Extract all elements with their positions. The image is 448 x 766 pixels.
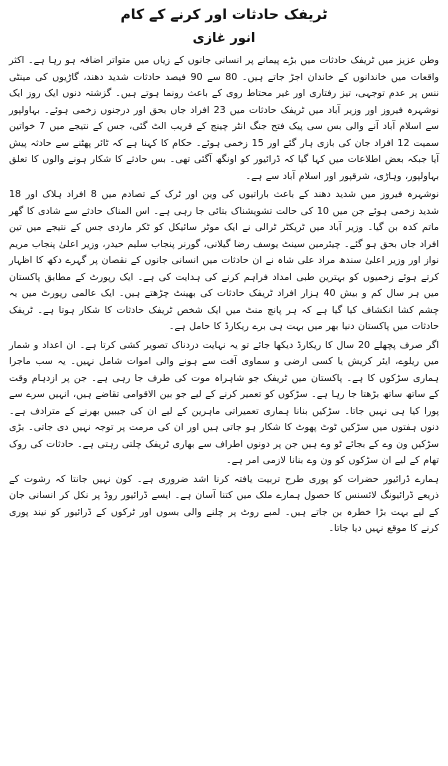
article-author: انور غازی: [192, 31, 256, 46]
article-paragraph-2: نوشہرہ فیروز میں شدید دھند کے باعث باراتیوں کی وین اور ٹرک کے تصادم میں 8 افراد ہلاک اور 18 شدید زخمی ہوئے جن میں 10 کی حالت تشویشناک بتائی جا رہی ہے۔ اس المناک حادثے سے شادی کا گھر ماتم کدہ بن گیا۔ وزیر آباد میں ٹریکٹر ٹرالی نے ایک موٹر سائیکل کو ٹکر ماردی جس کے نتیجے میں تین افراد جاں بحق ہو گئے۔ چیئرمین سینٹ یوسف رضا گیلانی، گورنر پنجاب سلیم حیدر، وزیر اعلیٰ پنجاب مریم نواز اور وزیر اعلیٰ سندھ مراد علی شاہ نے ان حادثات میں انسانی جانوں کے نقصان پر گہرے دکھ کا اظہار کرتے ہوئے زخمیوں کو بہترین طبی امداد فراہم کرنے کی ہدایت کی ہے۔ ایک رپورٹ کے مطابق پاکستان میں ہر سال کم و بیش 40 ہزار افراد ٹریفک حادثات کی بھینٹ چڑھتے ہیں۔ ایک عالمی رپورٹ میں یہ چشم کشا انکشاف کیا گیا ہے کہ ہر پانچ منٹ میں ایک شخص ٹریفک حادثات کا شکار ہوتا ہے۔ ٹریفک حادثات میں پاکستان دنیا بھر میں بہت ہی برے ریکارڈ کا حامل ہے۔: [9, 189, 439, 332]
article-paragraph-4: ہمارے ڈرائیور حضرات کو پوری طرح تربیت یافتہ کرنا اشد ضروری ہے۔ کون نہیں جانتا کہ رشوت کے ذریعے ڈرائیونگ لائسنس کا حصول ہمارے ملک میں کتنا آسان ہے۔ ایسے ڈرائیور روڈ پر نکل کر انسانی جان کے لیے بہت بڑا خطرہ بن جاتے ہیں۔ لمبے روٹ پر چلنے والی بسوں اور ٹرکوں کے ڈرائیور کو نیند پوری کرنے کا موقع نہیں دیا جاتا۔: [9, 473, 439, 534]
article-paragraph-3: اگر صرف پچھلے 20 سال کا ریکارڈ دیکھا جائے تو یہ نہایت دردناک تصویر کشی کرتا ہے۔ ان اعداد و شمار میں ریلوے، ایئر کریش یا کسی ارضی و سماوی آفت سے ہونے والی اموات شامل نہیں۔ یہ سب ماجرا ہماری سڑکوں کا ہے۔ پاکستان میں ٹریفک جو شاہراہ موت کی طرف جا رہی ہے۔ جن پر ازدہام وقت کے ساتھ ساتھ بڑھتا جا رہا ہے۔ سڑکوں کو تعمیر کرنے کے لیے جو بین الاقوامی تقاضے ہیں، انہیں سرے سے پورا کیا ہی نہیں جاتا۔ سڑکیں بنانا ہماری تعمیراتی ماہرین کے لیے ان کی جیبیں بھرنے کے مترادف ہے۔ دنوں ہفتوں میں سڑکیں ٹوٹ پھوٹ کا شکار ہو جاتی ہیں اور ان کی مرمت پر توجہ نہیں دی جاتی۔ بڑی سڑکیں ون وے کے بجائے ٹو وے ہیں جن پر دونوں اطراف سے بھاری ٹریفک چلتی رہتی ہے۔ حادثات کی روک تھام کے لیے ان سڑکوں کو ون وے بنانا لازمی امر ہے۔: [9, 339, 439, 466]
article-title: ٹریفک حادثات اور کرنے کے کام: [120, 7, 328, 23]
article-paragraph-1: وطن عزیز میں ٹریفک حادثات میں بڑے پیمانے پر انسانی جانوں کے زیاں میں متواتر اضافہ ہو رہا ہے۔ اکثر واقعات میں خاندانوں کے خاندان اجڑ جاتے ہیں۔ 80 سے 90 فیصد حادثات شدید دھند، گاڑیوں کی مینٹی ننس پر عدم توجہی، تیز رفتاری اور غیر محتاط روی کے باعث رونما ہوتے ہیں۔ گزشتہ دنوں ایک روز ایک نوشہرہ فیروز اور وزیر آباد میں ٹریفک حادثات میں 23 افراد جاں بحق اور درجنوں زخمی ہوئے۔ بہاولپور سے اسلام آباد آنے والی بس سی پیک فتح جنگ انٹر چینج کے قریب الٹ گئی، جس کے نتیجے میں 7 خواتین سمیت 12 افراد جان کی بازی ہار گئے اور 15 زخمی ہوئے۔ حکام کا کہنا ہے کہ ٹائر پھٹنے سے حادثہ پیش آیا جبکہ بعض اطلاعات میں کہا گیا کہ ڈرائیور کو اونگھ آگئی تھی۔ بس حادثے کا شکار ہونے والوں کا تعلق بہاولپور، وہاڑی، شرقپور اور اسلام آباد سے ہے۔: [9, 55, 439, 182]
